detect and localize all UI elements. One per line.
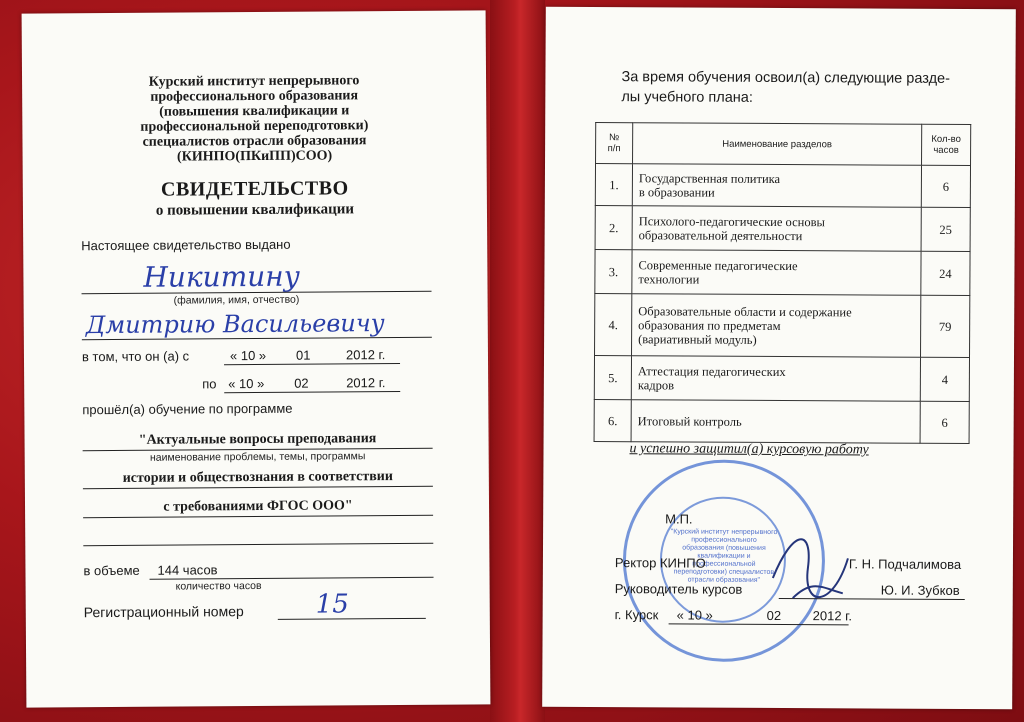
institute-line: профессионального образования <box>150 88 359 105</box>
row-name-line: технологии <box>638 271 700 287</box>
registration-number: 15 <box>315 589 349 620</box>
row-num: 4. <box>595 294 632 356</box>
col-num-header <box>596 123 633 164</box>
registration-line <box>278 618 426 620</box>
row-name-line: Государственная политика <box>638 170 781 186</box>
row-name-line: Образовательные области и содержание <box>638 303 852 319</box>
col-name-header: Наименование разделов <box>633 123 922 166</box>
blank-line <box>83 543 433 546</box>
coursework-text: и успешно защитил(а) курсовую работу <box>629 441 869 458</box>
table-row <box>594 356 969 402</box>
row-num: 3. <box>595 250 632 294</box>
row-name-line: в образовании <box>638 184 715 200</box>
program-label: прошёл(а) обучение по программе <box>82 400 293 418</box>
institute-name <box>22 72 487 165</box>
volume-caption: количество часов <box>175 579 262 593</box>
row-name-line: Современные педагогические <box>638 257 798 273</box>
row-num: 6. <box>594 400 631 442</box>
row-name <box>632 164 921 208</box>
row-name-line: Итоговый контроль <box>637 413 742 429</box>
from-label: в том, что он (а) с <box>81 348 190 365</box>
from-month: 01 <box>295 347 311 363</box>
to-date-line <box>224 391 400 393</box>
to-year: 2012 г. <box>346 375 386 391</box>
right-page <box>542 7 1016 709</box>
rector-name: Г. Н. Подчалимова <box>848 556 962 572</box>
col-hours-header-line: часов <box>933 144 959 156</box>
left-page <box>22 10 491 707</box>
stamp-text: "Курский институт непрерывного профессионального образования (повышения квалификации и профессиональной переподготовки) специалистов отрасли образования" <box>670 528 778 584</box>
row-hours: 4 <box>920 357 969 401</box>
table-row <box>595 164 970 208</box>
program-line-2: истории и обществознания в соответствии <box>122 469 393 486</box>
row-hours: 24 <box>921 251 970 295</box>
given-names-handwritten: Дмитрию Васильевичу <box>85 309 385 340</box>
to-day: « 10 » <box>228 375 265 392</box>
city-label: г. Курск <box>614 607 659 623</box>
col-num-header-line: п/п <box>607 143 621 155</box>
row-hours: 25 <box>921 207 970 251</box>
mp-mark: М.П. <box>665 511 693 527</box>
row-name-line: образовательной деятельности <box>638 227 803 243</box>
from-date-line <box>224 363 400 365</box>
from-year: 2012 г. <box>345 347 386 363</box>
program-line-3: с требованиями ФГОС ООО" <box>163 498 353 515</box>
volume-label: в объеме <box>83 562 140 579</box>
name-caption: (фамилия, имя, отчество) <box>173 293 300 307</box>
table-header-row <box>596 123 971 166</box>
registration-label: Регистрационный номер <box>83 603 244 621</box>
program-caption: наименование проблемы, темы, программы <box>149 450 366 464</box>
table-row <box>594 400 969 444</box>
to-label: по <box>202 376 217 392</box>
table-row <box>595 294 970 358</box>
to-month: 02 <box>294 375 309 391</box>
row-num: 2. <box>595 206 632 250</box>
institute-line: (повышения квалификации и <box>159 103 350 120</box>
head-name: Ю. И. Зубков <box>880 582 960 598</box>
row-name-line: образования по предметам <box>638 317 781 333</box>
row-name <box>631 400 920 444</box>
row-num: 1. <box>595 164 632 206</box>
certificate-title: СВИДЕТЕЛЬСТВО <box>160 177 349 201</box>
row-hours: 79 <box>921 295 970 357</box>
sign-day: « 10 » <box>676 607 713 623</box>
sign-year: 2012 г. <box>812 608 853 624</box>
table-row <box>595 206 970 252</box>
row-hours: 6 <box>921 165 970 207</box>
row-name-line: кадров <box>637 377 675 392</box>
signature-icon <box>753 518 864 619</box>
row-name <box>631 356 920 402</box>
intro-line-1: За время обучения освоил(а) следующие разде- <box>621 69 950 87</box>
row-name <box>632 294 921 358</box>
row-name <box>632 250 921 296</box>
row-name <box>632 206 921 252</box>
certificate-subtitle: о повышении квалификации <box>155 201 355 219</box>
surname-handwritten: Никитину <box>143 259 301 294</box>
volume-value: 144 часов <box>157 562 218 578</box>
program-line-1: "Актуальные вопросы преподавания <box>138 431 377 448</box>
from-day: « 10 » <box>229 347 267 364</box>
rector-label: Ректор КИНПО <box>614 555 706 571</box>
issued-to-label: Настоящее свидетельство выдано <box>81 236 291 254</box>
institute-line: профессиональной переподготовки) <box>140 118 369 135</box>
row-num: 5. <box>594 356 631 400</box>
col-hours-header <box>922 124 971 165</box>
col-num-header-line: № <box>609 132 620 144</box>
row-name-line: Аттестация педагогических <box>637 363 786 379</box>
institute-line: специалистов отрасли образования <box>142 133 367 150</box>
row-name-line: (вариативный модуль) <box>638 331 757 347</box>
institute-line: (КИНПО(ПКиПП)СОО) <box>176 148 333 165</box>
table-row <box>595 250 970 296</box>
row-hours: 6 <box>920 401 969 443</box>
row-name-line: Психолого-педагогические основы <box>638 213 825 229</box>
head-label: Руководитель курсов <box>614 581 743 597</box>
sign-month: 02 <box>766 607 782 624</box>
institute-line: Курский институт непрерывного <box>148 73 360 90</box>
intro-line-2: лы учебного плана: <box>621 89 753 106</box>
col-hours-header-line: Кол-во <box>931 133 961 145</box>
cover-spine <box>490 0 545 722</box>
curriculum-table <box>594 122 972 444</box>
